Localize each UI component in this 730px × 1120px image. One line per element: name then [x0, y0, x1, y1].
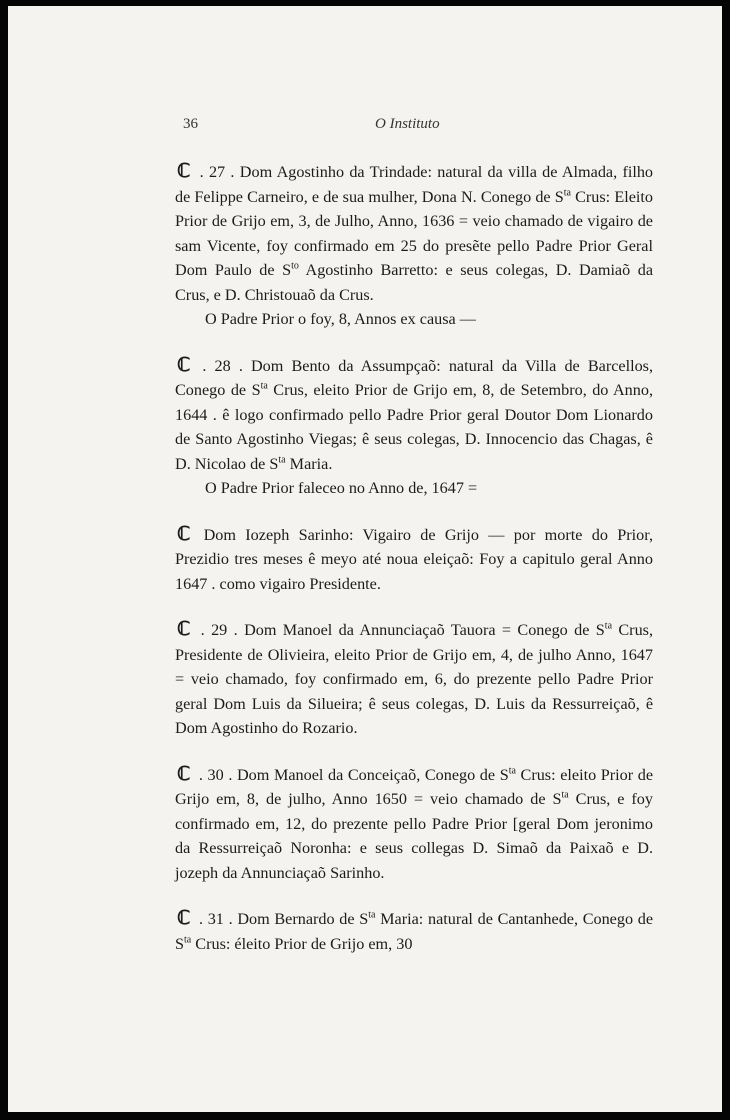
entry-number: . 27 .: [199, 163, 235, 181]
paragraph-mark: ℂ: [177, 763, 191, 785]
paragraph-mark: ℂ: [177, 523, 191, 545]
page-header: [183, 116, 653, 136]
entry-30-paragraph: [175, 763, 653, 886]
entry-text: Dom Agostinho da Trindade: natural da villa de Almada, filho de Felippe Carneiro, e de sua mulher, Dona N. Conego de S: [175, 163, 654, 206]
entry-27: [175, 160, 653, 332]
superscript: to: [291, 260, 299, 272]
entry-text: Crus, e foy confirmado em, 12, do prezente pello Padre Prior [geral Dom jeronimo da Ressurreiçaõ Noronha: e seus collegas D. Simaõ da Paixaõ e D. jozeph da Annunciaçaõ Sarinho.: [175, 790, 653, 882]
entry-text: Dom Iozeph Sarinho: Vigairo de Grijo — por morte do Prior, Prezidio tres meses ê meyo até noua eleiçaõ: Foy a capitulo geral Anno 1647 . como vigairo Presidente.: [175, 525, 654, 593]
entry-text: Agostinho Barretto: e seus colegas, D. Damiaõ da Crus, e D. Christouaõ da Crus.: [175, 261, 654, 304]
superscript: ta: [563, 187, 571, 199]
entry-text: Dom Manoel da Annunciaçaõ Tauora = Conego de S: [244, 621, 605, 639]
paragraph-mark: ℂ: [177, 354, 191, 376]
entry-number: . 30 .: [198, 765, 233, 784]
entry-28-paragraph: [175, 354, 653, 477]
entry-27-note: O Padre Prior o foy, 8, Annos ex causa —: [205, 310, 476, 328]
paragraph-mark: ℂ: [177, 908, 191, 929]
entry-vigairo: [175, 523, 653, 597]
entry-number: . 29 .: [200, 621, 238, 639]
entry-number: . 28 .: [202, 356, 243, 375]
paragraph-mark: ℂ: [177, 161, 191, 182]
entry-28: [175, 354, 653, 501]
entry-text: Maria.: [285, 454, 333, 473]
entry-27-paragraph: [175, 160, 653, 307]
entry-text: Dom Manoel da Conceiçaõ, Conego de S: [236, 765, 509, 784]
entry-30: [175, 763, 653, 886]
entry-number: . 31 .: [198, 910, 233, 928]
entry-text: Crus: éleito Prior de Grijo em, 30: [191, 934, 413, 953]
entry-31-paragraph: [175, 907, 653, 956]
entry-text: Dom Bento da Assumpçaõ: natural da Villa de Barcellos, Conego de S: [175, 356, 654, 399]
entry-text: Crus, Presidente de Olivieira, eleito Prior de Grijo em, 4, de julho Anno, 1647 = veio chamado, foy confirmado em, 6, do prezente pello Padre Prior geral Dom Luis da Silueira; ê seus colegas, D. Luis da Ressurreiçaõ, ê Dom Agostinho do Rozario.: [175, 621, 654, 737]
body-text: [175, 160, 653, 978]
superscript: ta: [260, 380, 268, 392]
entry-text: Crus, eleito Prior de Grijo em, 8, de Setembro, do Anno, 1644 . ê logo confirmado pello Padre Prior geral Doutor Dom Lionardo de Santo Agostinho Viegas; ê seus colegas, D. Innocencio das Chagas, ê D. Nicolao de S: [175, 381, 653, 473]
entry-29-paragraph: [175, 618, 653, 741]
entry-text: Crus: eleito Prior de Grijo em, 8, de julho, Anno 1650 = veio chamado de S: [175, 765, 654, 808]
superscript: ta: [604, 620, 613, 632]
paragraph-mark: ℂ: [177, 619, 191, 640]
running-title: O Instituto: [375, 116, 440, 132]
superscript: ta: [508, 765, 516, 777]
page-number: 36: [183, 116, 198, 132]
entry-text: Dom Bernardo de S: [237, 910, 369, 928]
entry-28-note: O Padre Prior faleceo no Anno de, 1647 =: [205, 479, 478, 497]
entry-29: [175, 618, 653, 741]
superscript: ta: [278, 454, 286, 466]
superscript: ta: [368, 909, 376, 921]
superscript: ta: [184, 934, 192, 946]
entry-text: Maria: natural de Cantanhede, Conego de S: [175, 910, 654, 953]
superscript: ta: [561, 789, 569, 801]
entry-31: [175, 907, 653, 956]
entry-text: Crus: Eleito Prior de Grijo em, 3, de Julho, Anno, 1636 = veio chamado de vigairo de sam Vicente, foy confirmado em 25 do presẽte pello Padre Prior Geral Dom Paulo de S: [175, 187, 653, 279]
entry-vigairo-paragraph: [175, 523, 653, 597]
